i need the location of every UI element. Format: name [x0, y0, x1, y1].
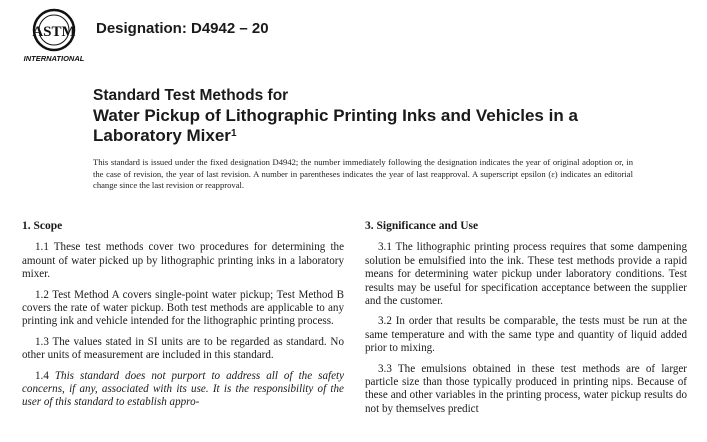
- designation: Designation: D4942 – 20: [96, 20, 269, 37]
- astm-logo: [20, 6, 88, 64]
- left-column: [22, 220, 344, 417]
- paragraph-1-2: 1.2 Test Method A covers single-point water pickup; Test Method B covers the rate of water pickup. Both test methods are applicable to any printing ink and vehicle intended for the lithographic printing process.: [22, 288, 344, 328]
- paragraph-3-2: 3.2 In order that results be comparable, the tests must be run at the same temperature and with the same type and quantity of liquid added prior to mixing.: [365, 315, 687, 355]
- title-footnote-marker: 1: [230, 128, 237, 139]
- title-line-3-text: Laboratory Mixer: [93, 126, 231, 145]
- title-line-1: Standard Test Methods for: [93, 87, 289, 104]
- right-column: [365, 220, 687, 423]
- paragraph-1-1: 1.1 These test methods cover two procedures for determining the amount of water picked up by lithographic printing inks in a laboratory mixer.: [22, 241, 344, 281]
- paragraph-3-3: 3.3 The emulsions obtained in these test methods are of larger particle size than those typically produced in printing nips. Because of these and other variables in the printing process, water pickup results do not by themselves predict: [365, 362, 687, 415]
- logo-letters: ASTM: [32, 24, 76, 40]
- paragraph-1-4: [22, 370, 344, 410]
- designation-notice: This standard is issued under the fixed designation D4942; the number immediately following the designation indicates the year of original adoption or, in the case of revision, the year of last revision. A number in parentheses indicates the year of last reapproval. A superscript epsilon (ε) indicates an editorial change since the last revision or reapproval.: [93, 157, 633, 191]
- title-line-2: Water Pickup of Lithographic Printing Inks and Vehicles in a: [93, 106, 578, 125]
- section-heading-scope: 1. Scope: [22, 220, 63, 232]
- section-heading-significance: 3. Significance and Use: [365, 220, 479, 232]
- title-line-3: [93, 126, 653, 146]
- paragraph-1-3: 1.3 The values stated in SI units are to be regarded as standard. No other units of measurement are included in this standard.: [22, 335, 344, 362]
- document-title: [93, 86, 653, 146]
- paragraph-1-4-number: 1.4: [35, 369, 55, 382]
- paragraph-1-4-text: This standard does not purport to address all of the safety concerns, if any, associated with its use. It is the responsibility of the user of this standard to establish appro-: [22, 369, 344, 409]
- logo-international-text: INTERNATIONAL: [23, 54, 85, 63]
- paragraph-3-1: 3.1 The lithographic printing process requires that some dampening solution be emulsified into the ink. These test methods provide a rapid means for determining water pickup under laboratory conditions. Test results may be useful for specification acceptance between the supplier and the customer.: [365, 241, 687, 308]
